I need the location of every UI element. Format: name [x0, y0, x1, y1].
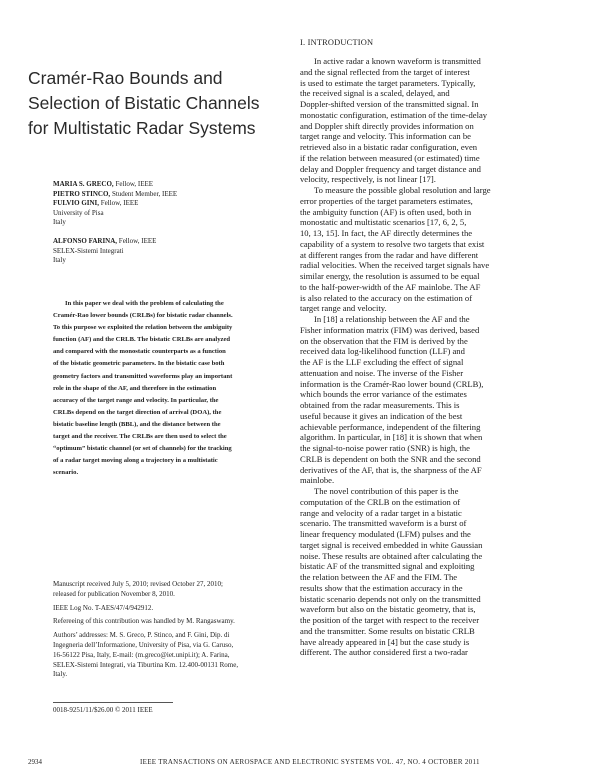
body-line: at different ranges from the radar and have different	[300, 249, 479, 260]
body-line: algorithm. In particular, in [18] it is shown that when	[300, 432, 483, 443]
abstract-line: Cramér-Rao lower bounds (CRLBs) for bistatic radar channels.	[53, 312, 233, 320]
body-line: attenuation and noise. The inverse of the Fisher	[300, 367, 464, 378]
abstract-line: bistatic baseline length (BBL), and the distance between the	[53, 420, 221, 428]
body-line: mainlobe.	[300, 475, 335, 486]
body-line: target range and velocity. This information can be	[300, 131, 471, 142]
body-line: if the relation between measured (or estimated) time	[300, 152, 480, 163]
body-line: obtained from the radar measurements. This is	[300, 400, 460, 410]
note-line: Refereeing of this contribution was handled by M. Rangaswamy.	[53, 617, 235, 626]
body-line: on the observation that the FIM is derived by the	[300, 335, 468, 346]
note-line: Manuscript received July 5, 2010; revised October 27, 2010;	[53, 580, 223, 588]
body-line: which bounds the error variance of the estimates	[300, 389, 467, 400]
body-line: and the signal reflected from the target of interest	[300, 66, 470, 77]
author-role: Student Member, IEEE	[110, 189, 178, 198]
title-line: Cramér-Rao Bounds and	[28, 68, 223, 88]
affiliation-line: Italy	[53, 256, 66, 265]
note-line: released for publication November 8, 2010.	[53, 589, 175, 598]
note-block	[53, 617, 285, 627]
body-line: to the half-power-width of the AF mainlobe. The AF	[300, 281, 481, 292]
body-line: Fisher information matrix (FIM) was derived, based	[300, 324, 480, 335]
body-line: Doppler-shifted version of the transmitted signal. In	[300, 99, 479, 109]
abstract-line: CRLBs depend on the target direction of arrival (DOA), the	[53, 408, 222, 416]
abstract-line: target and the receiver. The CRLBs are then used to select the	[53, 433, 227, 441]
body-line: bistatic AF of the transmitted signal and exploiting	[300, 561, 475, 572]
author-name: MARIA S. GRECO,	[53, 180, 114, 188]
abstract	[53, 298, 268, 479]
body-line: information is the Cramér-Rao lower bound (CRLB),	[300, 378, 484, 389]
author-entry	[53, 237, 283, 247]
abstract-line: function (AF) and the CRLB. The bistatic CRLBs are analyzed	[53, 336, 231, 344]
abstract-line: accuracy of the target range and velocity. In particular, the	[53, 396, 219, 404]
abstract-line: and compared with the monostatic counterparts as a function	[53, 348, 226, 356]
note-line: SELEX-Sistemi Integrati, via Tiburtina Km. 12.400-00131 Rome,	[53, 660, 239, 669]
author-role: Fellow, IEEE	[99, 199, 139, 208]
body-line: To measure the possible global resolution and large	[314, 185, 491, 195]
body-line: scenario. The transmitted waveform is a burst of	[300, 518, 467, 529]
divider	[53, 702, 173, 703]
body-line: and Doppler shift directly provides information on	[300, 120, 474, 131]
body-line: delay and Doppler frequency and target distance and	[300, 163, 481, 174]
body-line: the position of the target with respect to the receiver	[300, 615, 480, 625]
title-line: Selection of Bistatic Channels	[28, 93, 260, 113]
body-line: received data log-likelihood function (LLF) and	[300, 346, 465, 357]
journal-name: IEEE TRANSACTIONS ON AEROSPACE AND ELECTRONIC SYSTEMS VOL. 47, NO. 4 OCTOBER 2011	[140, 758, 480, 766]
body-line: capability of a system to resolve two targets that exist	[300, 238, 485, 249]
author-name: FULVIO GINI,	[53, 199, 100, 208]
body-line: bistatic scenario depends not only on the transmitted	[300, 593, 481, 604]
note-block	[53, 631, 285, 680]
body-line: linear frequency modulated (LFM) pulses and the	[300, 529, 471, 539]
abstract-line: role in the shape of the AF, and therefore in the estimation	[53, 384, 217, 392]
body-line: monostatic configuration, estimation of the time-delay	[300, 109, 488, 120]
abstract-line: scenario.	[53, 469, 79, 477]
note-line: 16-56122 Pisa, Italy, E-mail: (m.greco@iet.unipi.it); A. Farina,	[53, 650, 230, 659]
affiliation-line: SELEX-Sistemi Integrati	[53, 246, 124, 255]
issn-line: 0018-9251/11/$26.00 © 2011 IEEE	[53, 706, 153, 714]
body-line: In active radar a known waveform is transmitted	[314, 56, 481, 66]
introduction-text	[300, 56, 572, 658]
body-line: noise. These results are obtained after calculating the	[300, 550, 483, 561]
abstract-line: To this purpose we exploited the relation between the ambiguity	[53, 324, 233, 332]
note-line: Authors’ addresses: M. S. Greco, P. Stinco, and F. Gini, Dip. di	[53, 631, 230, 640]
body-line: The novel contribution of this paper is the	[314, 486, 459, 496]
affiliation-line: University of Pisa	[53, 208, 104, 217]
body-line: monostatic and multistatic scenarios [17, 6, 2, 5,	[300, 217, 467, 228]
body-line: the AF is the LLF excluding the effect of signal	[300, 357, 464, 367]
author-role: Fellow, IEEE	[117, 236, 157, 245]
body-line: and the transmitter. Some results on bistatic CRLB	[300, 625, 475, 636]
abstract-line: geometry factors and transmitted waveforms play an important	[53, 372, 233, 380]
paper-title	[28, 66, 290, 141]
body-line: the received signal is a scaled, delayed, and	[300, 88, 450, 99]
note-line: Italy.	[53, 670, 68, 679]
body-line: derivatives of the AF, that is, the sharpness of the AF	[300, 464, 482, 475]
abstract-line: In this paper we deal with the problem of calculating the	[65, 300, 224, 307]
author-name: PIETRO STINCO,	[53, 189, 111, 198]
body-line: similar energy, the resolution is assumed to be equal	[300, 271, 480, 281]
body-line: useful because it gives an indication of the best	[300, 410, 463, 421]
body-line: the relation between the AF and the FIM. The	[300, 572, 458, 582]
body-line: radial velocities. When the received target signals have	[300, 260, 490, 271]
body-line: have already appeared in [4] but the case study is	[300, 636, 470, 647]
author-entry	[53, 199, 283, 209]
section-title: I. INTRODUCTION	[300, 38, 374, 47]
body-line: target signal is received embedded in white Gaussian	[300, 539, 483, 550]
affiliation-line: Italy	[53, 218, 66, 227]
note-block	[53, 580, 285, 600]
body-line: 10, 13, 15]. In fact, the AF directly determines the	[300, 228, 473, 238]
body-line: results show that the estimation accuracy in the	[300, 582, 463, 593]
note-block	[53, 604, 285, 614]
author-entry	[53, 180, 283, 190]
title-line: for Multistatic Radar Systems	[28, 118, 256, 138]
abstract-line: “optimum” bistatic channel (or set of channels) for the tracking	[53, 445, 232, 453]
author-block	[53, 180, 283, 266]
body-line: CRLB is dependent on both the SNR and the second	[300, 453, 481, 464]
body-line: waveform but also on the bistatic geometry, that is,	[300, 604, 476, 615]
body-line: range and velocity of a radar target in a bistatic	[300, 507, 462, 518]
body-line: different. The author considered first a two-radar	[300, 647, 468, 658]
body-line: error properties of the target parameters estimates,	[300, 195, 473, 206]
note-line: Ingegneria dell’Informazione, University of Pisa, via G. Caruso,	[53, 640, 234, 649]
abstract-line: of the bistatic geometric parameters. In the bistatic case both	[53, 360, 225, 368]
manuscript-notes	[53, 580, 285, 684]
body-line: the ambiguity function (AF) is often used, both in	[300, 206, 472, 217]
body-line: achievable performance, independent of the filtering	[300, 421, 481, 432]
body-line: is used to estimate the target parameters. Typically,	[300, 77, 476, 88]
body-line: computation of the CRLB on the estimation of	[300, 496, 461, 507]
body-line: target range and velocity.	[300, 303, 387, 314]
body-line: In [18] a relationship between the AF and the	[314, 314, 470, 324]
author-name: ALFONSO FARINA,	[53, 236, 118, 245]
author-entry	[53, 190, 283, 200]
body-line: velocity, respectively, is not linear [17].	[300, 174, 436, 185]
body-line: the signal-to-noise power ratio (SNR) is high, the	[300, 443, 470, 453]
note-line: IEEE Log No. T-AES/47/4/942912.	[53, 603, 154, 612]
page-number: 2934	[28, 758, 42, 766]
body-line: is also related to the accuracy on the estimation of	[300, 292, 473, 303]
abstract-line: of a radar target moving along a trajectory in a multistatic	[53, 457, 218, 465]
author-role: Fellow, IEEE	[113, 180, 154, 188]
body-line: retrieved also in a bistatic radar configuration, even	[300, 142, 478, 152]
